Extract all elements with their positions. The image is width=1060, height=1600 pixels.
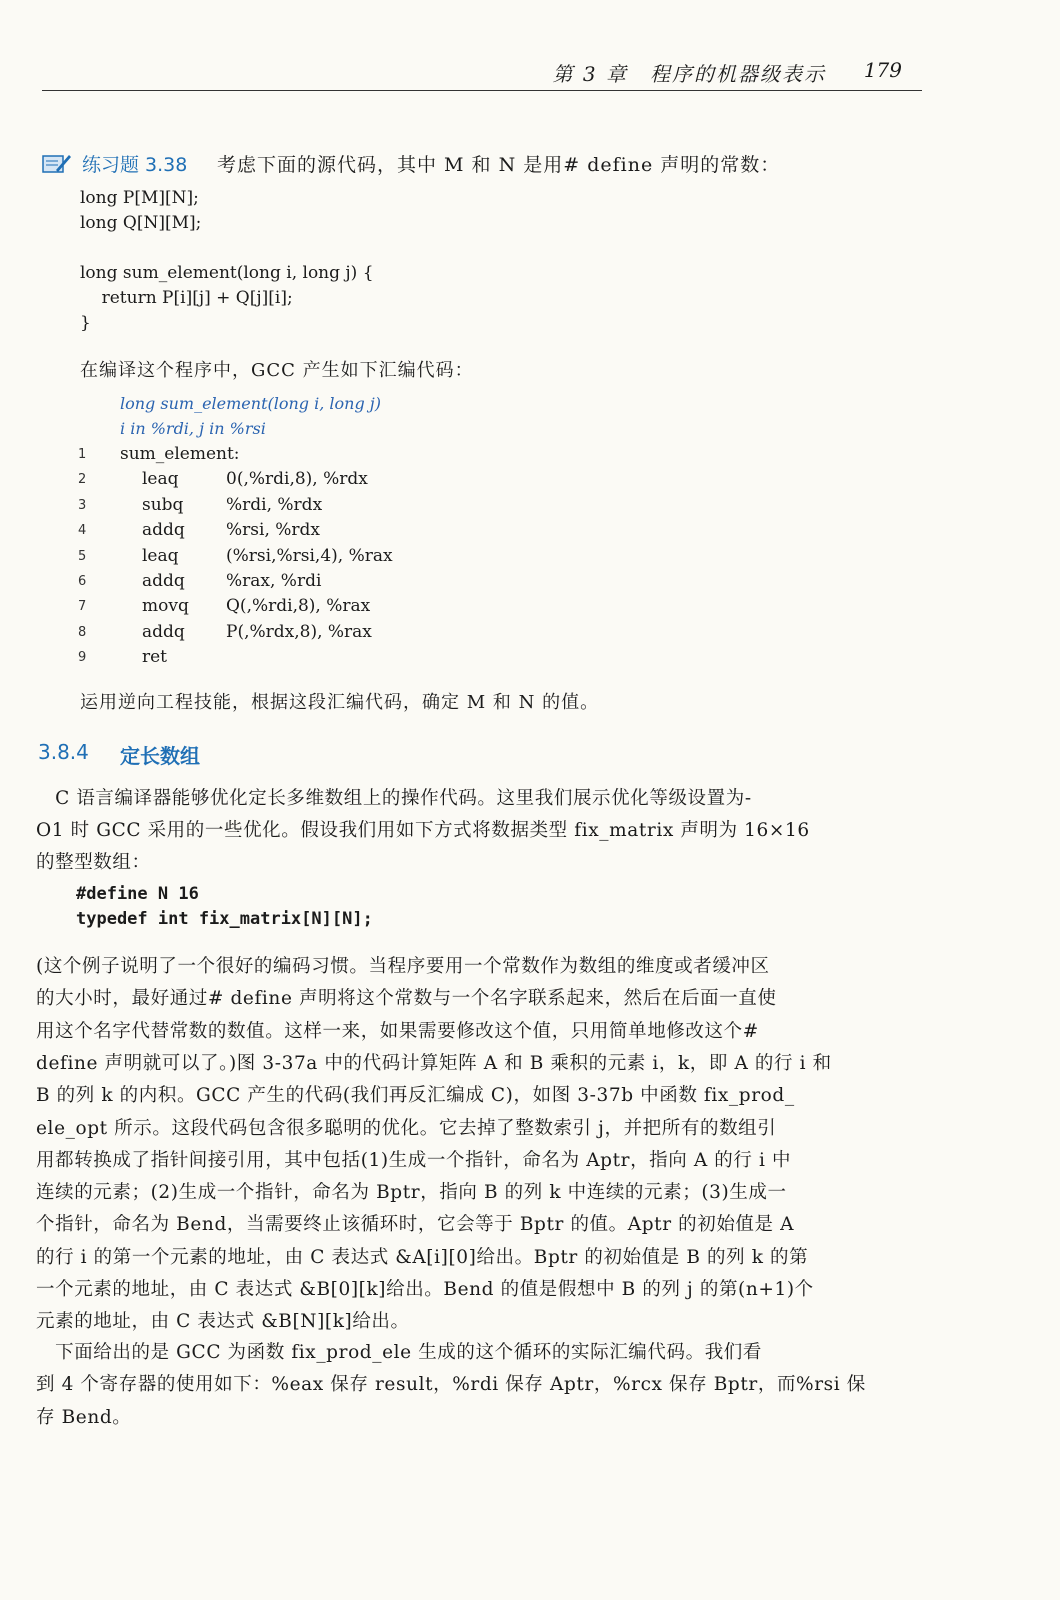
- asm-opcode: ret: [142, 647, 168, 668]
- asm-opcode: movq: [142, 596, 189, 617]
- paragraph-line: 用这个名字代替常数的数值。这样一来，如果需要修改这个值，只用简单地修改这个#: [36, 1020, 759, 1042]
- section-number: 3.8.4: [38, 740, 89, 764]
- code-line: return P[i][j] + Q[j][i];: [80, 288, 293, 308]
- paragraph-line: 连续的元素；(2)生成一个指针，命名为 Bptr，指向 B 的列 k 中连续的元素；(3)生成一: [36, 1182, 787, 1204]
- line-number: 9: [78, 650, 87, 666]
- code-line: long P[M][N];: [80, 188, 199, 208]
- paragraph-line: define 声明就可以了。)图 3-37a 中的代码计算矩阵 A 和 B 乘积的元素 i，k，即 A 的行 i 和: [36, 1052, 832, 1074]
- paragraph-line: 元素的地址，由 C 表达式 &B[N][k]给出。: [36, 1311, 410, 1333]
- exercise-label: 练习题 3.38: [82, 154, 188, 176]
- line-number: 3: [78, 497, 87, 513]
- line-number: 7: [78, 599, 87, 615]
- code-line: }: [80, 313, 91, 333]
- paragraph-line: 的大小时，最好通过# define 声明将这个常数与一个名字联系起来，然后在后面一直使: [36, 988, 777, 1010]
- section-title: 定长数组: [120, 744, 200, 768]
- asm-opcode: leaq: [142, 545, 179, 566]
- paragraph-line: C 语言编译器能够优化定长多维数组上的操作代码。这里我们展示优化等级设置为-: [36, 788, 752, 809]
- paragraph-line: 用都转换成了指针间接引用，其中包括(1)生成一个指针，命名为 Aptr，指向 A 的行 i 中: [36, 1149, 792, 1171]
- asm-opcode: leaq: [142, 469, 179, 490]
- line-number: 6: [78, 574, 87, 589]
- asm-opcode: addq: [142, 520, 185, 541]
- asm-comment: i in %rdi, j in %rsi: [120, 419, 266, 438]
- line-number: 4: [78, 523, 87, 539]
- asm-operands: %rsi, %rdx: [226, 520, 320, 541]
- asm-opcode: addq: [142, 621, 185, 642]
- page-number: 179: [863, 58, 902, 82]
- asm-opcode: addq: [142, 571, 185, 591]
- paragraph-line: B 的列 k 的内积。GCC 产生的代码(我们再反汇编成 C)，如图 3-37b 中函数 fix_prod_: [36, 1085, 795, 1107]
- paragraph-line: 下面给出的是 GCC 为函数 fix_prod_ele 生成的这个循环的实际汇编代码。我们看: [36, 1342, 762, 1363]
- asm-comment: long sum_element(long i, long j): [120, 394, 381, 413]
- paragraph-line: 到 4 个寄存器的使用如下：%eax 保存 result，%rdi 保存 Aptr，%rcx 保存 Bptr，而%rsi 保: [36, 1374, 866, 1396]
- asm-operands: %rax, %rdi: [226, 571, 322, 591]
- typedef-line: typedef int fix_matrix[N][N];: [76, 909, 373, 929]
- line-number: 2: [78, 472, 87, 488]
- code-line: long sum_element(long i, long j) {: [80, 263, 374, 283]
- running-header: [42, 56, 922, 91]
- asm-operands: P(,%rdx,8), %rax: [226, 621, 372, 642]
- paragraph-line: (这个例子说明了一个很好的编码习惯。当程序要用一个常数作为数组的维度或者缓冲区: [36, 956, 770, 977]
- code-line: long Q[N][M];: [80, 213, 202, 233]
- paragraph-line: O1 时 GCC 采用的一些优化。假设我们用如下方式将数据类型 fix_matrix 声明为 16×16: [36, 820, 810, 841]
- asm-operands: %rdi, %rdx: [226, 494, 323, 515]
- paragraph-line: 个指针，命名为 Bend，当需要终止该循环时，它会等于 Bptr 的值。Aptr 的初始值是 A: [36, 1214, 795, 1236]
- paragraph-line: 一个元素的地址，由 C 表达式 &B[0][k]给出。Bend 的值是假想中 B 的列 j 的第(n+1)个: [36, 1279, 814, 1300]
- paragraph-line: ele_opt 所示。这段代码包含很多聪明的优化。它去掉了整数索引 j，并把所有的数组引: [36, 1117, 777, 1139]
- asm-operands: (%rsi,%rsi,4), %rax: [226, 545, 393, 566]
- chapter-title: 第 3 章 程序的机器级表示: [552, 62, 826, 86]
- define-line: #define N 16: [76, 884, 199, 904]
- asm-operands: 0(,%rdi,8), %rdx: [226, 469, 368, 490]
- pencil-paper-icon: [42, 152, 72, 174]
- paragraph-line: 的行 i 的第一个元素的地址，由 C 表达式 &A[i][0]给出。Bptr 的初始值是 B 的列 k 的第: [36, 1246, 809, 1268]
- line-number: 5: [78, 548, 87, 564]
- gcc-intro-text: 在编译这个程序中，GCC 产生如下汇编代码：: [80, 360, 474, 381]
- line-number: 8: [78, 624, 87, 640]
- asm-label: sum_element:: [120, 444, 240, 464]
- asm-operands: Q(,%rdi,8), %rax: [226, 596, 371, 617]
- asm-opcode: subq: [142, 494, 184, 515]
- paragraph-line: 的整型数组：: [36, 852, 151, 873]
- exercise-question: 运用逆向工程技能，根据这段汇编代码，确定 M 和 N 的值。: [80, 692, 600, 713]
- exercise-intro: 考虑下面的源代码，其中 M 和 N 是用# define 声明的常数：: [217, 154, 781, 176]
- line-number: 1: [78, 447, 87, 462]
- exercise-heading: [42, 150, 922, 176]
- paragraph-line: 存 Bend。: [36, 1406, 132, 1428]
